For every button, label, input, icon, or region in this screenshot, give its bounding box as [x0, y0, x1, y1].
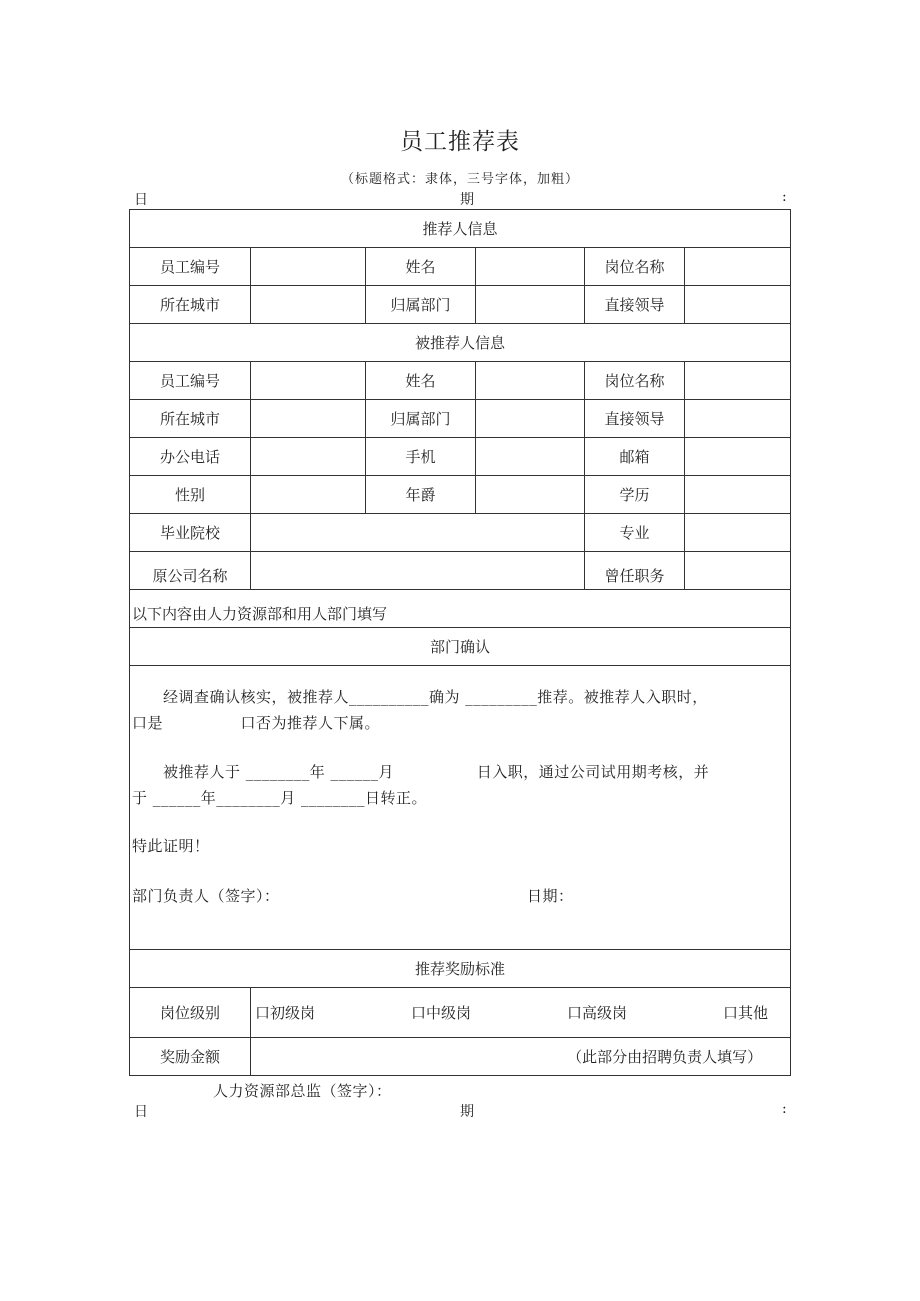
- label-name: 姓名: [366, 362, 476, 400]
- referee-section-header: 被推荐人信息: [130, 324, 791, 362]
- title-format-note: （标题格式：隶体，三号字体，加粗）: [340, 172, 579, 187]
- dept-head-signature-label: 部门负责人（签字）：: [132, 887, 280, 905]
- page-title: 员工推荐表: [400, 129, 520, 155]
- date-line-bottom: [131, 1101, 791, 1119]
- label-school: 毕业院校: [130, 514, 251, 552]
- referrer-section-header: 推荐人信息: [130, 210, 791, 248]
- label-position: 岗位名称: [585, 248, 685, 286]
- reward-amount-field[interactable]: [251, 1038, 791, 1076]
- label-office-phone: 办公电话: [130, 438, 251, 476]
- confirm-line-4: 于 ______年________月 ________日转正。: [132, 789, 428, 807]
- label-leader: 直接领导: [585, 400, 685, 438]
- label-city: 所在城市: [130, 286, 251, 324]
- referrer-name-field[interactable]: [476, 248, 585, 286]
- referrer-department-field[interactable]: [476, 286, 585, 324]
- reward-section-header: 推荐奖励标准: [130, 950, 791, 988]
- referee-emp-no-field[interactable]: [251, 362, 366, 400]
- referee-department-field[interactable]: [476, 400, 585, 438]
- label-major: 专业: [585, 514, 685, 552]
- referee-mobile-field[interactable]: [476, 438, 585, 476]
- hr-director-signature-label: 人力资源部总监（签字）：: [213, 1082, 392, 1100]
- referee-name-field[interactable]: [476, 362, 585, 400]
- position-level-options: [251, 988, 791, 1038]
- label-department: 归属部门: [366, 400, 476, 438]
- label-prev-position: 曾任职务: [585, 552, 685, 590]
- label-reward-amount: 奖励金额: [130, 1038, 251, 1076]
- option-junior-checkbox[interactable]: 口初级岗: [255, 1004, 316, 1022]
- hr-fill-note: 以下内容由人力资源部和用人部门填写: [130, 590, 791, 628]
- label-name: 姓名: [366, 248, 476, 286]
- option-middle-checkbox[interactable]: 口中级岗: [411, 1004, 472, 1022]
- label-leader: 直接领导: [585, 286, 685, 324]
- confirm-date-label: 日期：: [527, 887, 574, 905]
- dept-confirm-header: 部门确认: [130, 628, 791, 666]
- confirm-line-2: 口是 口否为推荐人下属。: [132, 714, 381, 732]
- referee-school-field[interactable]: [251, 514, 585, 552]
- label-age: 年爵: [366, 476, 476, 514]
- label-emp-no: 员工编号: [130, 248, 251, 286]
- label-education: 学历: [585, 476, 685, 514]
- date-ri: 日: [134, 1104, 148, 1120]
- referee-city-field[interactable]: [251, 400, 366, 438]
- referrer-emp-no-field[interactable]: [251, 248, 366, 286]
- referee-prev-position-field[interactable]: [685, 552, 791, 590]
- date-colon: :: [782, 1101, 787, 1117]
- referrer-city-field[interactable]: [251, 286, 366, 324]
- option-other-checkbox[interactable]: 口其他: [723, 1004, 769, 1022]
- label-gender: 性别: [130, 476, 251, 514]
- referee-leader-field[interactable]: [685, 400, 791, 438]
- date-line-top: [131, 189, 791, 207]
- label-emp-no: 员工编号: [130, 362, 251, 400]
- dept-confirm-body[interactable]: [130, 666, 791, 950]
- referee-prev-company-field[interactable]: [251, 552, 585, 590]
- label-position-level: 岗位级别: [130, 988, 251, 1038]
- label-email: 邮箱: [585, 438, 685, 476]
- option-senior-checkbox[interactable]: 口高级岗: [567, 1004, 628, 1022]
- date-qi: 期: [460, 192, 474, 208]
- referee-gender-field[interactable]: [251, 476, 366, 514]
- label-department: 归属部门: [366, 286, 476, 324]
- label-position: 岗位名称: [585, 362, 685, 400]
- date-qi: 期: [460, 1104, 474, 1120]
- confirm-line-5: 特此证明！: [132, 837, 210, 855]
- label-prev-company: 原公司名称: [130, 552, 251, 590]
- date-ri: 日: [134, 192, 148, 208]
- label-mobile: 手机: [366, 438, 476, 476]
- date-colon: :: [782, 189, 787, 205]
- referee-position-field[interactable]: [685, 362, 791, 400]
- confirm-line-3: 被推荐人于 ________年 ______月 日入职，通过公司试用期考核，并: [132, 763, 710, 781]
- referee-major-field[interactable]: [685, 514, 791, 552]
- referrer-leader-field[interactable]: [685, 286, 791, 324]
- confirm-line-1: 经调查确认核实，被推荐人__________确为 _________推荐。被推荐人入职时，: [132, 688, 708, 706]
- reward-amount-note: （此部分由招聘负责人填写）: [567, 1048, 763, 1066]
- referee-email-field[interactable]: [685, 438, 791, 476]
- label-city: 所在城市: [130, 400, 251, 438]
- referral-form-table: [129, 209, 791, 1076]
- referee-education-field[interactable]: [685, 476, 791, 514]
- referee-phone-field[interactable]: [251, 438, 366, 476]
- referee-age-field[interactable]: [476, 476, 585, 514]
- referrer-position-field[interactable]: [685, 248, 791, 286]
